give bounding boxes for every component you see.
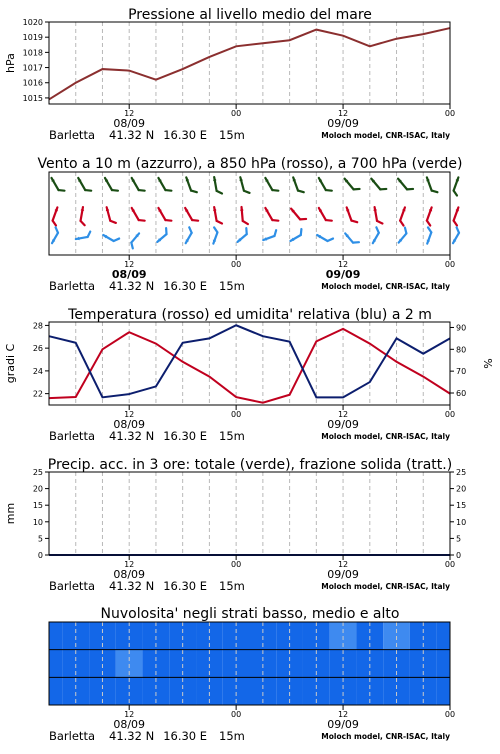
- wind-barb-feather: [326, 190, 332, 191]
- day-label: 08/09: [112, 268, 147, 281]
- wind-barb-feather: [214, 227, 217, 232]
- wind-barb: [373, 227, 379, 243]
- cloud-cell: [49, 622, 62, 650]
- location-name: Barletta: [49, 429, 95, 443]
- plot-border: [49, 322, 450, 405]
- wind-barb: [53, 207, 58, 225]
- location-lon: 16.30 E: [163, 128, 207, 142]
- x-tick-label: 12: [338, 260, 348, 269]
- y-tick-label: 20: [456, 485, 466, 494]
- x-tick-label: 12: [338, 710, 348, 719]
- x-tick-label: 00: [445, 560, 455, 569]
- wind-barb-feather: [59, 190, 65, 191]
- wind-barb-feather: [376, 227, 378, 232]
- wind-barb: [106, 207, 116, 223]
- day-label: 09/09: [327, 117, 359, 130]
- y-tick-label: 10: [456, 518, 466, 527]
- y-tick-label: 1018: [23, 48, 43, 57]
- wind-barb: [454, 207, 459, 225]
- y-tick-label: 5: [38, 534, 43, 543]
- day-label: 09/09: [327, 718, 359, 731]
- model-credit: Moloch model, CNR-ISAC, Italy: [321, 732, 450, 741]
- y-tick-label: 90: [456, 323, 466, 332]
- wind-barb: [76, 232, 90, 241]
- panel-4: [49, 606, 455, 743]
- wind-barb: [185, 208, 198, 221]
- cloud-cell: [49, 677, 62, 705]
- y-tick-label: 80: [456, 345, 466, 354]
- wind-barb-feather: [457, 227, 459, 232]
- location-elevation: 15m: [219, 429, 245, 443]
- x-tick-label: 12: [124, 560, 134, 569]
- wind-barb: [291, 209, 306, 220]
- location-info: [49, 429, 245, 443]
- cloud-cell: [437, 677, 450, 705]
- wind-barb-feather: [139, 190, 145, 191]
- y-tick-label: 22: [33, 390, 43, 399]
- model-credit: Moloch model, CNR-ISAC, Italy: [321, 432, 450, 441]
- wind-barb: [399, 228, 407, 243]
- cloud-cell: [437, 622, 450, 650]
- wind-barb-feather: [85, 190, 91, 191]
- wind-barb-feather: [405, 228, 406, 234]
- temperature-line: [49, 329, 450, 403]
- chart-title: Vento a 10 m (azzurro), a 850 hPa (rosso), a 700 hPa (verde): [37, 156, 462, 172]
- pressure-line: [49, 28, 450, 99]
- panel-3: [4, 457, 466, 593]
- y-tick-label: 70: [456, 367, 466, 376]
- wind-barb-feather: [328, 239, 333, 241]
- x-tick-label: 00: [445, 410, 455, 419]
- cloud-cell: [49, 650, 62, 678]
- wind-barb-feather: [243, 221, 248, 224]
- panel-0: [4, 7, 455, 142]
- y-tick-label: 25: [456, 468, 466, 477]
- x-tick-label: 12: [338, 109, 348, 118]
- wind-barb: [454, 177, 459, 195]
- wind-barb: [293, 177, 304, 192]
- wind-barb-feather: [298, 191, 304, 193]
- location-elevation: 15m: [219, 729, 245, 743]
- y-tick-label: 26: [33, 344, 43, 353]
- x-tick-label: 00: [231, 560, 241, 569]
- x-tick-label: 00: [231, 260, 241, 269]
- wind-barb: [132, 208, 145, 221]
- wind-barb: [373, 207, 382, 223]
- wind-barb: [240, 207, 248, 224]
- wind-barb: [213, 227, 218, 243]
- y-tick-label: 24: [33, 367, 43, 376]
- wind-barb-feather: [189, 227, 191, 232]
- wind-barb: [427, 227, 432, 243]
- location-lon: 16.30 E: [163, 279, 207, 293]
- wind-barb-feather: [432, 191, 438, 193]
- wind-barb: [52, 178, 65, 191]
- wind-barb-feather: [165, 220, 171, 221]
- wind-barb-feather: [272, 220, 278, 221]
- location-name: Barletta: [49, 579, 95, 593]
- wind-barb-feather: [427, 221, 430, 226]
- wind-barb-feather: [88, 232, 91, 237]
- y-tick-label: 15: [33, 501, 43, 510]
- wind-barb: [317, 235, 333, 241]
- wind-barb: [132, 178, 145, 191]
- wind-barb-feather: [56, 227, 58, 232]
- wind-barb-feather: [192, 220, 198, 221]
- wind-barb: [265, 178, 278, 191]
- wind-barb-feather: [454, 191, 457, 196]
- wind-barb-feather: [326, 220, 332, 221]
- y-axis-label: hPa: [4, 53, 17, 73]
- location-lat: 41.32 N: [109, 279, 154, 293]
- x-tick-label: 12: [338, 560, 348, 569]
- cloud-cell: [437, 650, 450, 678]
- wind-barb: [52, 227, 58, 243]
- wind-barb: [213, 177, 222, 193]
- panel-2: [4, 307, 495, 443]
- panel-1: [37, 156, 462, 293]
- x-tick-label: 00: [445, 109, 455, 118]
- wind-barb: [398, 179, 413, 190]
- wind-barb-feather: [114, 239, 119, 241]
- wind-barb: [427, 207, 432, 225]
- day-label: 08/09: [113, 117, 145, 130]
- wind-barb: [239, 177, 249, 193]
- wind-barb: [345, 233, 359, 242]
- day-label: 08/09: [113, 718, 145, 731]
- y-tick-label: 1015: [23, 94, 43, 103]
- day-label: 09/09: [326, 268, 361, 281]
- wind-barb: [105, 178, 118, 191]
- y-tick-label: 10: [33, 518, 43, 527]
- model-credit: Moloch model, CNR-ISAC, Italy: [321, 582, 450, 591]
- wind-barb: [290, 229, 301, 241]
- wind-barb-feather: [275, 230, 277, 236]
- wind-barb: [186, 177, 197, 192]
- wind-barb-feather: [377, 221, 382, 224]
- x-tick-label: 00: [231, 410, 241, 419]
- y-tick-label: 1017: [23, 64, 43, 73]
- wind-barb: [158, 208, 171, 221]
- location-info: [49, 579, 245, 593]
- wind-barb: [426, 177, 437, 192]
- wind-barb-feather: [400, 221, 403, 226]
- y-tick-label: 60: [456, 389, 466, 398]
- y-tick-label: 25: [33, 468, 43, 477]
- location-info: [49, 279, 245, 293]
- x-tick-label: 00: [445, 710, 455, 719]
- x-tick-label: 12: [124, 710, 134, 719]
- model-credit: Moloch model, CNR-ISAC, Italy: [321, 282, 450, 291]
- wind-barb: [319, 178, 332, 191]
- wind-barb-feather: [244, 191, 250, 193]
- day-label: 09/09: [327, 568, 359, 581]
- x-tick-label: 12: [124, 260, 134, 269]
- wind-barb-feather: [454, 221, 457, 226]
- wind-barb-feather: [165, 190, 171, 191]
- wind-barb: [78, 178, 91, 191]
- chart-title: Nuvolosita' negli strati basso, medio e alto: [101, 606, 400, 622]
- x-tick-label: 12: [338, 410, 348, 419]
- location-name: Barletta: [49, 279, 95, 293]
- wind-barb: [213, 207, 222, 223]
- y-tick-label: 15: [456, 501, 466, 510]
- wind-barb: [400, 207, 405, 225]
- wind-barb: [346, 207, 357, 222]
- wind-barb-feather: [112, 190, 118, 191]
- chart-title: Precip. acc. in 3 ore: totale (verde), frazione solida (tratt.): [48, 457, 452, 473]
- y-tick-label: 20: [33, 485, 43, 494]
- location-info: [49, 128, 245, 142]
- location-lat: 41.32 N: [109, 729, 154, 743]
- location-elevation: 15m: [219, 128, 245, 142]
- day-label: 08/09: [113, 568, 145, 581]
- wind-barb-feather: [53, 221, 56, 226]
- x-tick-label: 00: [231, 109, 241, 118]
- x-tick-label: 12: [124, 410, 134, 419]
- wind-barb-feather: [131, 243, 132, 249]
- y2-axis-label: %: [482, 358, 495, 368]
- location-info: [49, 729, 245, 743]
- y-tick-label: 1019: [23, 33, 43, 42]
- x-tick-label: 00: [445, 260, 455, 269]
- wind-barb: [453, 227, 459, 243]
- y-tick-label: 1016: [23, 79, 43, 88]
- y-axis-label: gradi C: [4, 343, 17, 383]
- wind-barb-feather: [81, 221, 85, 225]
- wind-barb-feather: [351, 221, 357, 223]
- x-tick-label: 12: [124, 109, 134, 118]
- location-lon: 16.30 E: [163, 729, 207, 743]
- wind-barb-feather: [139, 220, 145, 221]
- chart-title: Pressione al livello medio del mare: [128, 7, 372, 23]
- location-lat: 41.32 N: [109, 579, 154, 593]
- humidity-line: [49, 325, 450, 397]
- wind-barb: [103, 235, 119, 241]
- wind-barb: [263, 230, 276, 240]
- wind-barb-feather: [301, 229, 302, 235]
- wind-barb: [157, 228, 166, 242]
- model-credit: Moloch model, CNR-ISAC, Italy: [321, 131, 450, 140]
- x-tick-label: 00: [231, 710, 241, 719]
- y-axis-label: mm: [4, 503, 17, 524]
- wind-barb: [265, 208, 278, 221]
- chart-title: Temperatura (rosso) ed umidita' relativa (blu) a 2 m: [67, 307, 432, 323]
- location-lat: 41.32 N: [109, 429, 154, 443]
- wind-barb: [238, 228, 247, 242]
- wind-barb-feather: [428, 227, 431, 232]
- wind-barb-feather: [272, 190, 278, 191]
- wind-barb: [158, 178, 171, 191]
- wind-barb: [81, 207, 85, 225]
- wind-barb: [319, 208, 332, 221]
- wind-barb: [186, 227, 192, 243]
- y-tick-label: 1020: [23, 18, 43, 27]
- location-elevation: 15m: [219, 279, 245, 293]
- day-label: 08/09: [113, 418, 145, 431]
- wind-barb: [345, 179, 360, 190]
- location-lat: 41.32 N: [109, 128, 154, 142]
- location-lon: 16.30 E: [163, 579, 207, 593]
- plot-border: [49, 22, 450, 104]
- y-tick-label: 0: [38, 551, 43, 560]
- location-elevation: 15m: [219, 579, 245, 593]
- plot-border: [49, 472, 450, 555]
- y-tick-label: 28: [33, 321, 43, 330]
- wind-barb-feather: [110, 221, 116, 223]
- y-tick-label: 0: [456, 551, 461, 560]
- location-name: Barletta: [49, 128, 95, 142]
- location-lon: 16.30 E: [163, 429, 207, 443]
- wind-barb: [371, 179, 386, 190]
- wind-barb: [131, 233, 139, 248]
- location-name: Barletta: [49, 729, 95, 743]
- day-label: 09/09: [327, 418, 359, 431]
- wind-barb-feather: [191, 191, 197, 193]
- wind-barb-feather: [217, 221, 222, 224]
- y-tick-label: 5: [456, 534, 461, 543]
- wind-barb-feather: [217, 191, 222, 194]
